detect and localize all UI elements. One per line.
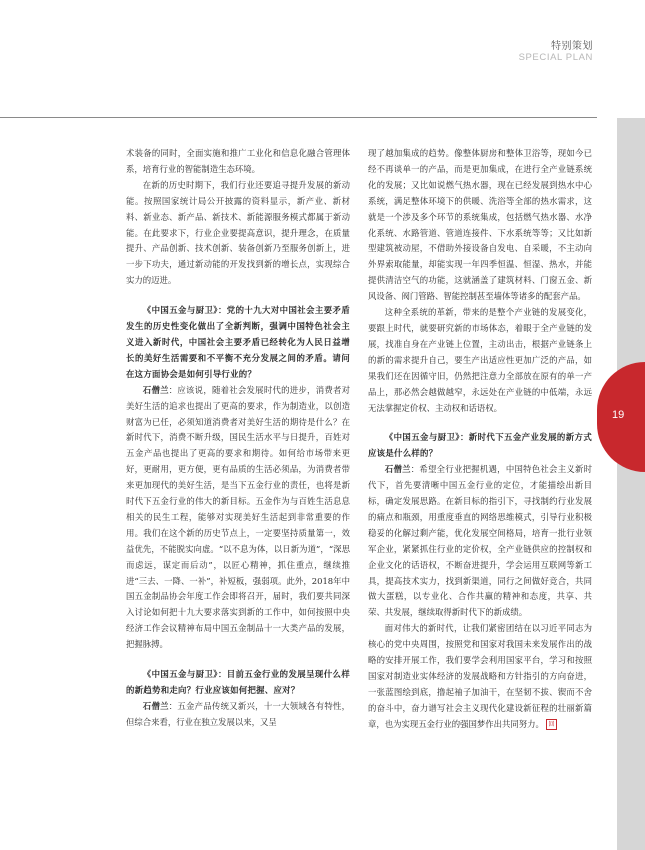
interview-question <box>126 303 350 383</box>
answer-text: ：五金产品传统又新兴，十一大领域各有特性，但综合来看，行业在独立发展以来，又呈 <box>126 700 351 727</box>
question-text: ：目前五金行业的发展呈现什么样的新趋势和走向？行业应该如何把握、应对？ <box>126 669 351 695</box>
answer-text: ：应该说，随着社会发展时代的进步，消费者对美好生活的追求也提出了更高的要求，作为制造业，以创造财富为已任，必须知道消费者对美好生活的期待是什么？在新时代下，消费不断升级，国民生活水平与日提升，百姓对五金产品也提出了更高的要求和期待。如何给市场带来更好，更耐用，更方便，更有品质的生活必须品，为消费者带来更加现代的美好生活，是当下五金行业的责任，也将是新时代下五金行业的伟大的新目标。五金作为与百姓生活息息相关的民生工程，能够对实现美好生活起到非常重要的作用。我们在这个新的历史节点上，一定要坚持质量第一，效益优先，不能脱实向虚。“以不息为体，以日新为道”，“深思而虑远，谋定而后动”，以匠心精神，抓住重点，继续推进“三去、一降、一补”，补短板，强弱项。此外，2018年中国五金制品协会年度工作会即将召开，届时，我们要共同深入讨论如何把十九大要求落实到新的工作中，如何按照中央经济工作会议精神布局中国五金制品十一大类产品的发展，把握脉搏。 <box>126 384 351 650</box>
question-label: 《中国五金与厨卫》 <box>142 305 218 316</box>
question-label: 《中国五金与厨卫》 <box>142 669 218 680</box>
interview-question <box>368 430 592 462</box>
header-rule <box>0 117 597 118</box>
end-of-article-icon: 回 <box>546 719 557 730</box>
right-column <box>368 146 592 733</box>
sidebar-top-blank <box>617 0 645 118</box>
section-title-en: SPECIAL PLAN <box>518 52 593 63</box>
paragraph: 这种全系统的革新，带来的是整个产业链的发展变化，要跟上时代，就要研究新的市场体态，着眼于全产业链的发展，找准自身在产业链上位置，主动出击，根据产业链条上的新的需求提升自己，要生产出适应性更加广泛的产品，如果我们还在因循守旧，仍然把注意力全部放在原有的单一产品上，那必然会越做越窄，永远处在产业链的中低端，永远无法掌握定价权、主动权和话语权。 <box>368 307 592 413</box>
section-title-cn: 特别策划 <box>551 41 593 52</box>
paragraph: 现了越加集成的趋势。像整体厨房和整体卫浴等，现如今已经不再谈单一的产品，而是更加集成，在进行全产业链系统化的发展；又比如说燃气热水器，现在已经发展到热水中心系统，满足整体环境下的供暖、洗浴等全部的热水需求，这就是一个涉及多个环节的系统集成，包括燃气热水器、水净化系统、水路管道、管道连接件、下水系统等等；又比如新型建筑被动屋，不借助外接设备自发电、自采暖，不主动向外界索取能量，却能实现一年四季恒温、恒湿、热水，并能提供清洁空气的功能，这就涵盖了建筑材料、门窗五金、新风设备、阀门管路、智能控制甚至墙体等诸多的配套产品。 <box>368 148 592 302</box>
paragraph <box>368 621 592 732</box>
answer-text: ：希望全行业把握机遇，中国特色社会主义新时代下，首先要清晰中国五金行业的定位，才能描绘出新目标，确定发展思路。在新目标的指引下，寻找制约行业发展的痛点和瓶颈，用重度垂直的网络思维模式，引导行业积极稳妥的化解过剩产能，优化发展空间格局，培育一批行业领军企业，紧紧抓住行业的定价权，全产业链供应的控制权和企业文化的话语权，不断奋进提升，学会运用互联网等新工具，提高技术实力，找到新渠道，同行之间做好竞合，共同做大蛋糕，以专业化、合作共赢的精神和态度，共享、共荣、共发展，继续取得新时代下的新成绩。 <box>368 464 593 618</box>
question-text: ：新时代下五金产业发展的新方式应该是什么样的？ <box>368 432 593 459</box>
interview-question <box>126 667 350 699</box>
speaker-name: 石僧兰 <box>142 384 169 395</box>
paragraph: 术装备的同时，全面实施和推广工业化和信息化融合管理体系，培育行业的智能制造生态环境。 <box>126 148 350 174</box>
question-label: 《中国五金与厨卫》 <box>384 432 460 443</box>
question-text: ：党的十九大对中国社会主要矛盾发生的历史性变化做出了全新判断，强调中国特色社会主义进入新时代，中国社会主要矛盾已经转化为人民日益增长的美好生活需要和不平衡不充分发展之间的矛盾。请问在这方面协会是如何引导行业的？ <box>126 305 351 379</box>
paragraph: 在新的历史时期下，我们行业还要追寻提升发展的新动能。按照国家统计局公开披露的资料显示，新产业、新材料、新业态、新产品、新技术、新能源服务模式都属于新动能。在此要求下，行业企业要提高意识，提升理念，在质量提升、产品创新、技术创新、装备创新乃至服务创新上，进一步下功夫，通过新动能的开发找到新的增长点，实现综合实力的迈进。 <box>126 179 350 286</box>
interview-answer <box>368 462 592 621</box>
interview-answer <box>126 383 350 653</box>
closing-text: 面对伟大的新时代，让我们紧密团结在以习近平同志为核心的党中央周围，按照党和国家对我国未来发展作出的战略的安排开展工作，我们要学会利用国家平台，学习和按照国家对制造业实体经济的发展战略和方针指引的方向奋进，一张蓝图绘到底，撸起袖子加油干，在坚韧不拔、锲而不舍的奋斗中，奋力谱写社会主义现代化建设新征程的壮丽新篇章，也为实现五金行业的强国梦作出共同努力。 <box>368 623 592 729</box>
left-column <box>126 146 350 731</box>
speaker-name: 石僧兰 <box>142 700 169 711</box>
page-number: 19 <box>612 409 625 421</box>
speaker-name: 石僧兰 <box>384 464 411 475</box>
interview-answer <box>126 699 350 731</box>
